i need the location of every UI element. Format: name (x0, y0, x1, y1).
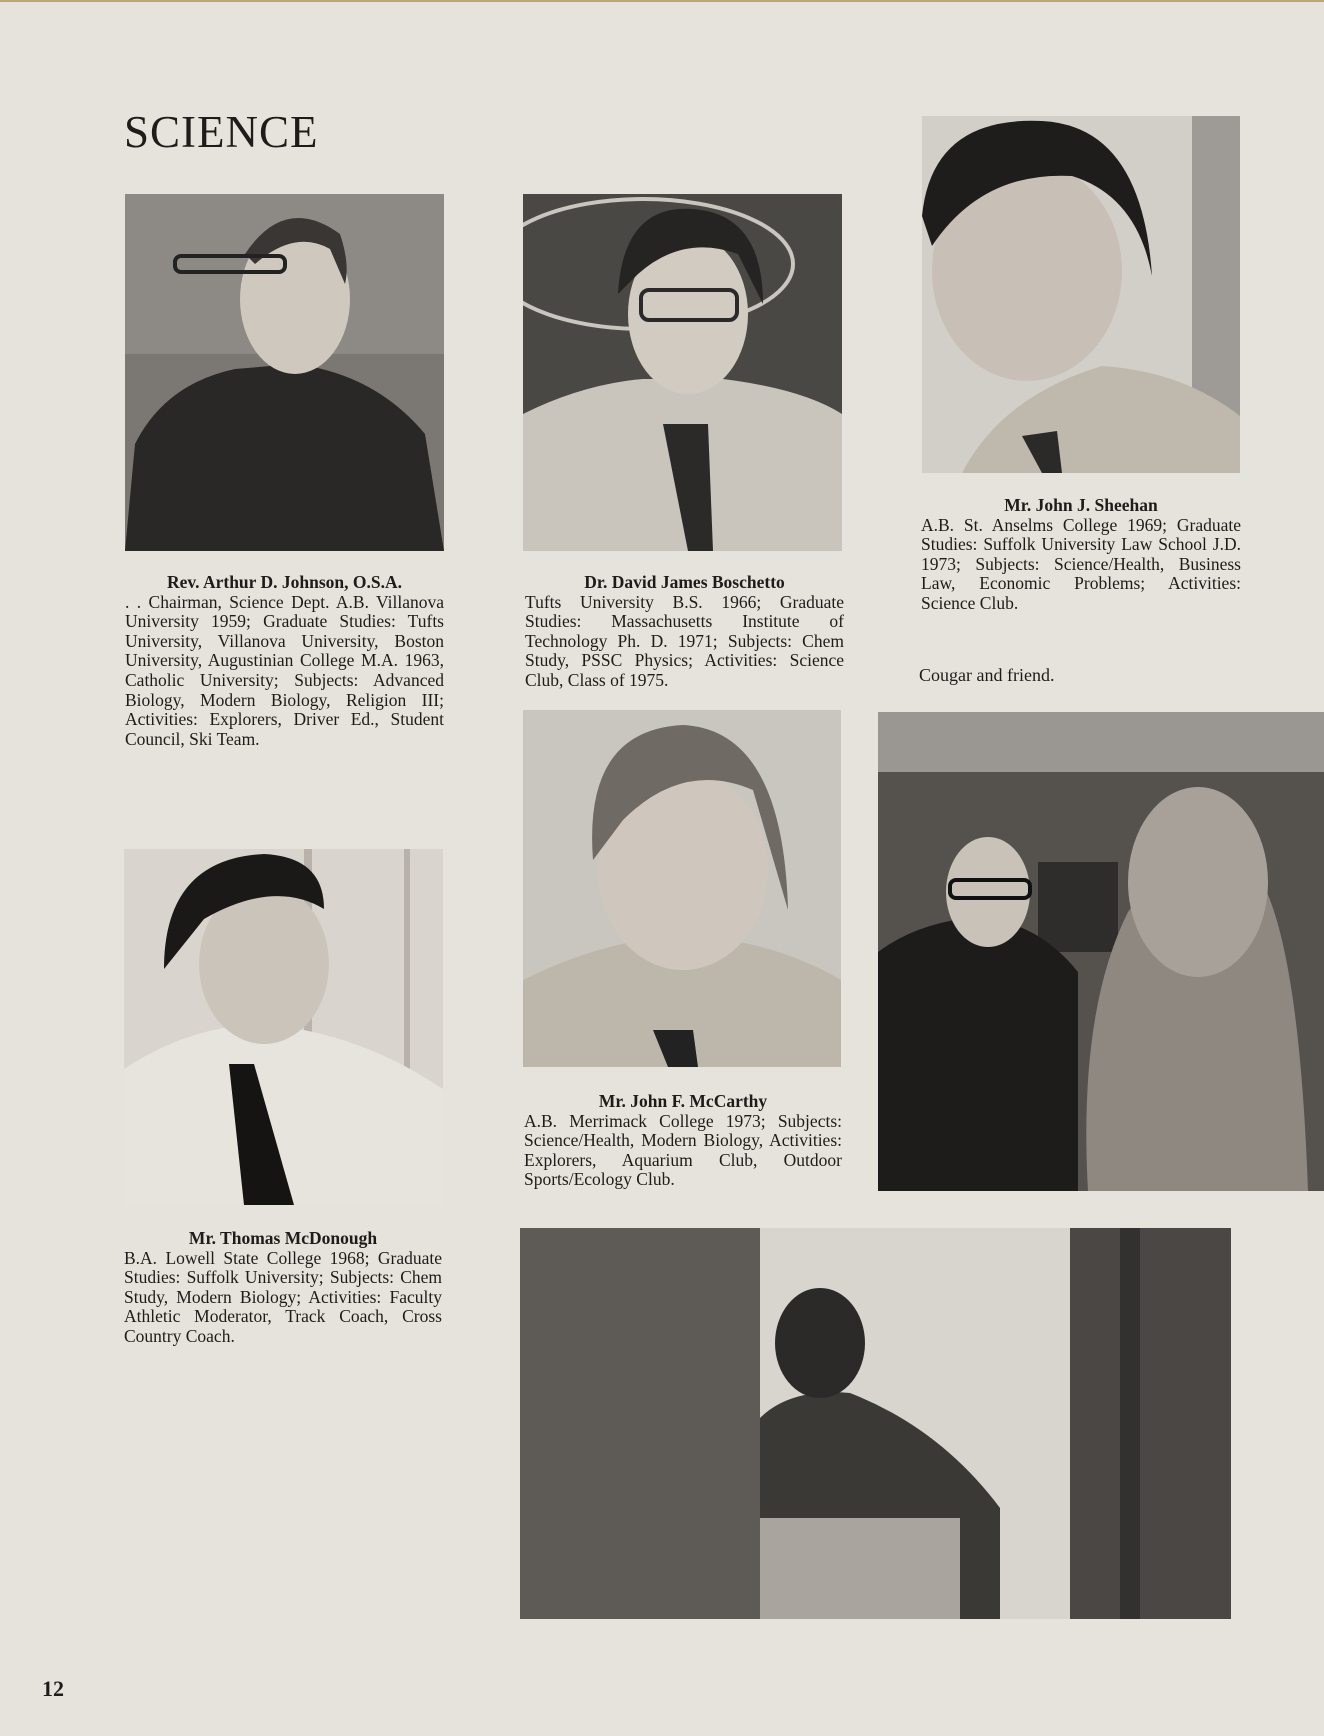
photo-mr-mccarthy (523, 710, 841, 1067)
faculty-name: Mr. Thomas McDonough (188, 1228, 378, 1248)
faculty-name: Rev. Arthur D. Johnson, O.S.A. (166, 572, 402, 592)
photo-mr-sheehan (922, 116, 1240, 473)
caption-dr-boschetto (525, 573, 844, 691)
photo-mr-mcdonough (124, 849, 443, 1205)
photo-student-at-window (520, 1228, 1231, 1619)
faculty-bio: B.A. Lowell State College 1968; Graduate Studies: Suffolk University; Subjects: Chem Study, Modern Biology; Activities: Faculty Athletic Moderator, Track Coach, Cross Country Coach. (124, 1247, 442, 1346)
page-number: 12 (42, 1676, 64, 1701)
caption-mr-mcdonough (124, 1229, 442, 1347)
faculty-name: Mr. John J. Sheehan (1004, 495, 1158, 515)
caption-mr-sheehan (921, 496, 1241, 614)
page-title: SCIENCE (124, 107, 319, 157)
faculty-bio: Tufts University B.S. 1966; Graduate Studies: Massachusetts Institute of Technology Ph. D. 1971; Subjects: Chem Study, PSSC Physics; Activities: Science Club, Class of 1975. (525, 591, 844, 690)
caption-mr-mccarthy (524, 1092, 842, 1190)
faculty-name: Dr. David James Boschetto (584, 572, 785, 592)
top-edge-line (0, 0, 1324, 2)
faculty-bio: A.B. St. Anselms College 1969; Graduate Studies: Suffolk University Law School J.D. 1973; Subjects: Science/Health, Business Law, Economic Problems; Activities: Science Club. (921, 514, 1241, 613)
faculty-bio: . . Chairman, Science Dept. A.B. Villanova University 1959; Graduate Studies: Tufts University, Villanova University, Boston University, Augustinian College M.A. 1963, Catholic University; Subjects: Advanced Biology, Modern Biology, Religion III; Activities: Explorers, Driver Ed., Student Council, Ski Team. (125, 591, 444, 749)
photo-rev-johnson (125, 194, 444, 551)
faculty-bio: A.B. Merrimack College 1973; Subjects: Science/Health, Modern Biology, Activities: Explorers, Aquarium Club, Outdoor Sports/Ecology Club. (524, 1110, 842, 1190)
photo-dr-boschetto (523, 194, 842, 551)
photo-cougar-and-friend (878, 712, 1324, 1191)
cougar-photo-caption: Cougar and friend. (919, 665, 1055, 685)
caption-rev-johnson (125, 573, 444, 749)
faculty-name: Mr. John F. McCarthy (598, 1091, 768, 1111)
